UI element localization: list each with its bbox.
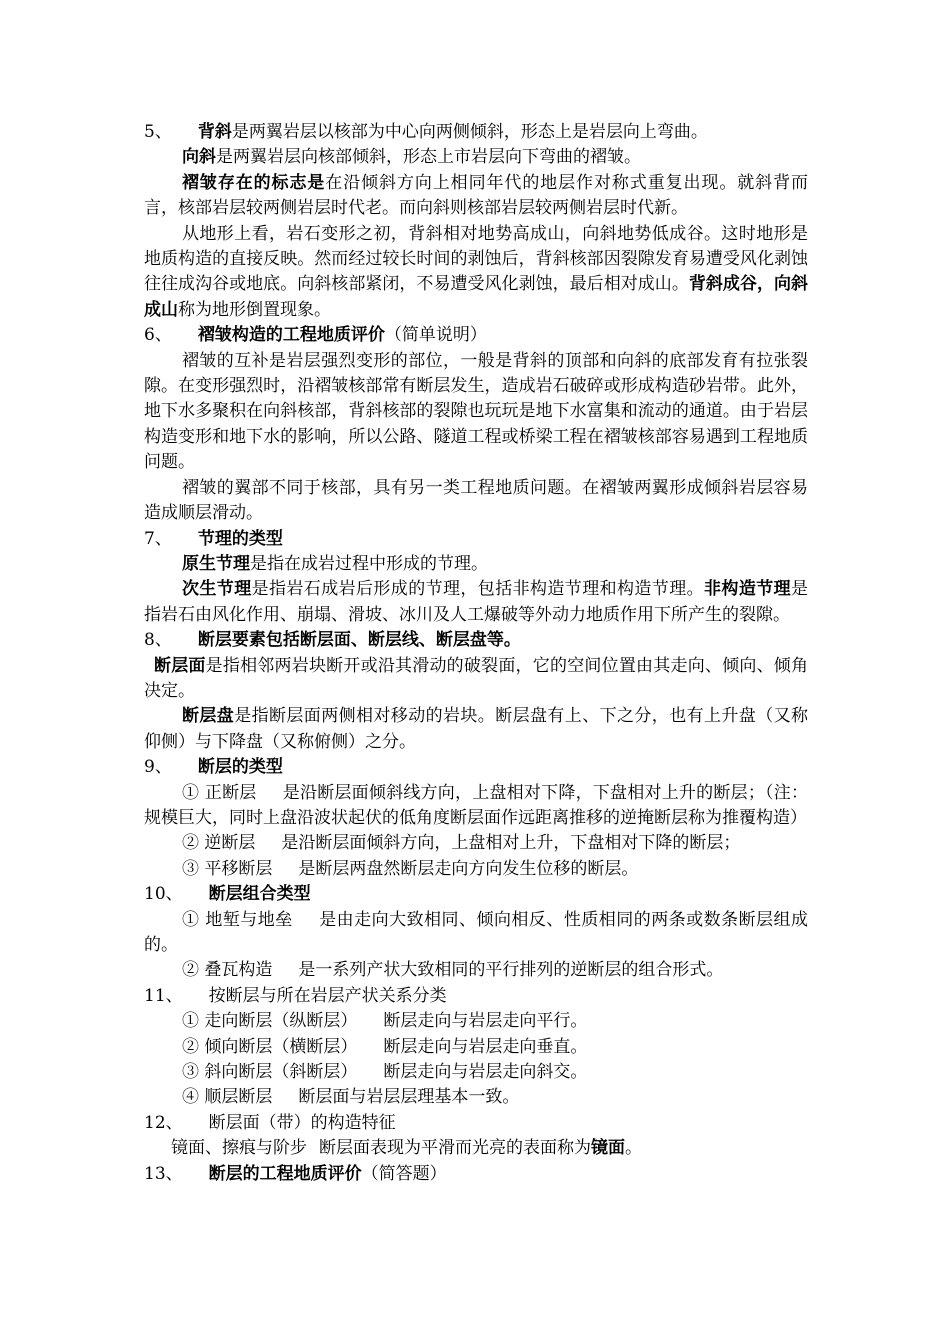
paragraph xyxy=(144,222,808,324)
definition-text: 是由走向大致相同、倾向相反、性质相同的两条或数条断层组成的。 xyxy=(144,909,809,955)
definition-text: 断层走向与岩层走向垂直。 xyxy=(383,1036,588,1057)
heading-note: （简答题） xyxy=(361,1163,447,1184)
definition-text: 是沿断层面倾斜线方向，上盘相对下降，下盘相对上升的断层；（注：规模巨大，同时上盘沿波状起伏的低角度断层面作远距离推移的逆掩断层称为推覆构造） xyxy=(144,782,808,828)
paragraph-text: 是两翼岩层向核部倾斜，形态上市岩层向下弯曲的褶皱。 xyxy=(216,147,641,168)
definition-row xyxy=(144,781,808,832)
definition-row xyxy=(144,1060,808,1085)
paragraph-text: 镜面、擦痕与阶步 xyxy=(171,1138,307,1159)
definition-text: 断层面与岩层层理基本一致。 xyxy=(298,1087,520,1108)
paragraph xyxy=(144,171,808,222)
item-7-heading xyxy=(144,527,808,552)
paragraph xyxy=(144,1136,808,1161)
item-number: 13、 xyxy=(144,1163,183,1184)
term-bold: 向斜 xyxy=(182,147,216,168)
item-number: 9、 xyxy=(144,757,172,778)
definition-row xyxy=(144,831,808,856)
term-bold: 非构造节理 xyxy=(704,579,792,600)
definition-text: 断层走向与岩层走向平行。 xyxy=(383,1011,588,1032)
item-number: 11、 xyxy=(144,985,183,1006)
item-5-line xyxy=(144,120,808,145)
definition-term: ① 地堑与地垒 xyxy=(182,909,293,930)
item-number: 12、 xyxy=(144,1112,183,1133)
heading-text: 按断层与所在岩层产状关系分类 xyxy=(208,985,447,1006)
item-8-heading xyxy=(144,628,808,653)
item-13-heading xyxy=(144,1162,808,1187)
item-number: 7、 xyxy=(144,528,172,549)
paragraph: 褶皱的翼部不同于核部，具有另一类工程地质问题。在褶皱两翼形成倾斜岩层容易造成顺层滑动。 xyxy=(144,477,808,524)
definition-text: 是一系列产状大致相同的平行排列的逆断层的组合形式。 xyxy=(298,960,724,981)
definition-term: ③ 斜向断层（斜断层） xyxy=(182,1062,358,1083)
definition-row xyxy=(144,857,808,882)
definition-term: ② 逆断层 xyxy=(182,833,256,854)
item-number: 5、 xyxy=(144,122,172,142)
paragraph xyxy=(144,145,808,170)
definition-term: ② 叠瓦构造 xyxy=(182,960,273,981)
item-10-heading xyxy=(144,882,808,907)
definition-term: ② 倾向断层（横断层） xyxy=(182,1036,358,1057)
term-bold: 褶皱存在的标志是 xyxy=(182,172,326,193)
paragraph xyxy=(144,654,808,705)
paragraph-text: 是指相邻两岩块断开或沿其滑动的破裂面，它的空间位置由其走向、倾向、倾角决定。 xyxy=(144,655,809,701)
paragraph-text: 从地形上看，岩石变形之初，背斜相对地势高成山，向斜地势低成谷。这时地形是地质构造的直接反映。然而经过较长时间的剥蚀后，背斜核部因裂隙发育易遭受风化剥蚀往往成沟谷或地底。向斜核部紧闭，不易遭受风化剥蚀，最后相对成山。 xyxy=(144,223,808,295)
definition-text: 是沿断层面倾斜方向，上盘相对上升，下盘相对下降的断层； xyxy=(281,833,741,854)
item-11-heading xyxy=(144,984,808,1009)
heading-bold: 断层的工程地质评价 xyxy=(208,1163,362,1184)
paragraph-text: 断层面表现为平滑而光亮的表面称为 xyxy=(319,1138,591,1159)
definition-term: ④ 顺层断层 xyxy=(182,1087,273,1108)
heading-note: （简单说明） xyxy=(384,325,487,346)
term-bold: 断层面 xyxy=(154,655,206,676)
definition-row xyxy=(144,1009,808,1034)
paragraph-text: 在沿倾斜方向上相同年代的地层作对称式重复出现。就斜背而言，核部岩层较两侧岩层时代老。而向斜则核部岩层较两侧岩层时代新。 xyxy=(144,172,809,219)
paragraph-text: 是指在成岩过程中形成的节理。 xyxy=(250,553,488,574)
item-6-heading xyxy=(144,323,808,348)
paragraph-text: 是指岩石由风化作用、崩塌、滑坡、冰川及人工爆破等外动力地质作用下所产生的裂隙。 xyxy=(144,579,809,625)
definition-term: ③ 平移断层 xyxy=(182,858,273,879)
paragraph-text: 是两翼岩层以核部为中心向两侧倾斜，形态上是岩层向上弯曲。 xyxy=(231,122,708,142)
definition-row xyxy=(144,908,808,959)
item-12-heading xyxy=(144,1111,808,1136)
document-page xyxy=(144,120,808,1187)
term-bold: 次生节理 xyxy=(182,579,252,600)
term-bold: 背斜 xyxy=(197,122,232,142)
paragraph-text: 。 xyxy=(625,1138,642,1159)
paragraph: 褶皱的互补是岩层强烈变形的部位，一般是背斜的顶部和向斜的底部发育有拉张裂隙。在变形强烈时，沿褶皱核部常有断层发生，造成岩石破碎或形成构造砂岩带。此外，地下水多聚积在向斜核部，背斜核部的裂隙也玩玩是地下水富集和流动的通道。由于岩层构造变形和地下水的影响，所以公路、隧道工程或桥梁工程在褶皱核部容易遇到工程地质问题。 xyxy=(144,350,808,473)
item-number: 6、 xyxy=(144,325,172,346)
item-number: 10、 xyxy=(144,884,183,905)
definition-term: ① 走向断层（纵断层） xyxy=(182,1011,358,1032)
paragraph-text: 是指岩石成岩后形成的节理，包括非构造节理和构造节理。 xyxy=(251,579,705,600)
heading-bold: 断层的类型 xyxy=(197,757,283,778)
paragraph xyxy=(144,577,808,628)
term-bold: 断层盘 xyxy=(182,706,235,727)
term-bold: 原生节理 xyxy=(182,553,250,574)
item-number: 8、 xyxy=(144,630,172,651)
definition-row xyxy=(144,958,808,983)
heading-text: 断层面（带）的构造特征 xyxy=(208,1112,396,1133)
paragraph xyxy=(144,704,808,755)
item-9-heading xyxy=(144,755,808,780)
definition-text: 断层走向与岩层走向斜交。 xyxy=(383,1062,588,1083)
definition-row xyxy=(144,1085,808,1110)
heading-bold: 断层要素包括断层面、断层线、断层盘等。 xyxy=(197,630,521,651)
paragraph-text: 是指断层面两侧相对移动的岩块。断层盘有上、下之分，也有上升盘（又称仰侧）与下降盘（又称俯侧）之分。 xyxy=(144,706,809,752)
heading-bold: 节理的类型 xyxy=(197,528,283,549)
heading-bold: 褶皱构造的工程地质评价 xyxy=(197,325,385,346)
definition-text: 是断层两盘然断层走向方向发生位移的断层。 xyxy=(298,858,639,879)
heading-bold: 断层组合类型 xyxy=(208,884,311,905)
paragraph-text: 称为地形倒置现象。 xyxy=(178,299,331,320)
term-bold: 镜面 xyxy=(591,1138,625,1159)
definition-term: ① 正断层 xyxy=(182,782,257,803)
paragraph xyxy=(144,552,808,577)
definition-row xyxy=(144,1035,808,1060)
term-bold: 背斜成谷，向斜成山 xyxy=(144,274,809,320)
